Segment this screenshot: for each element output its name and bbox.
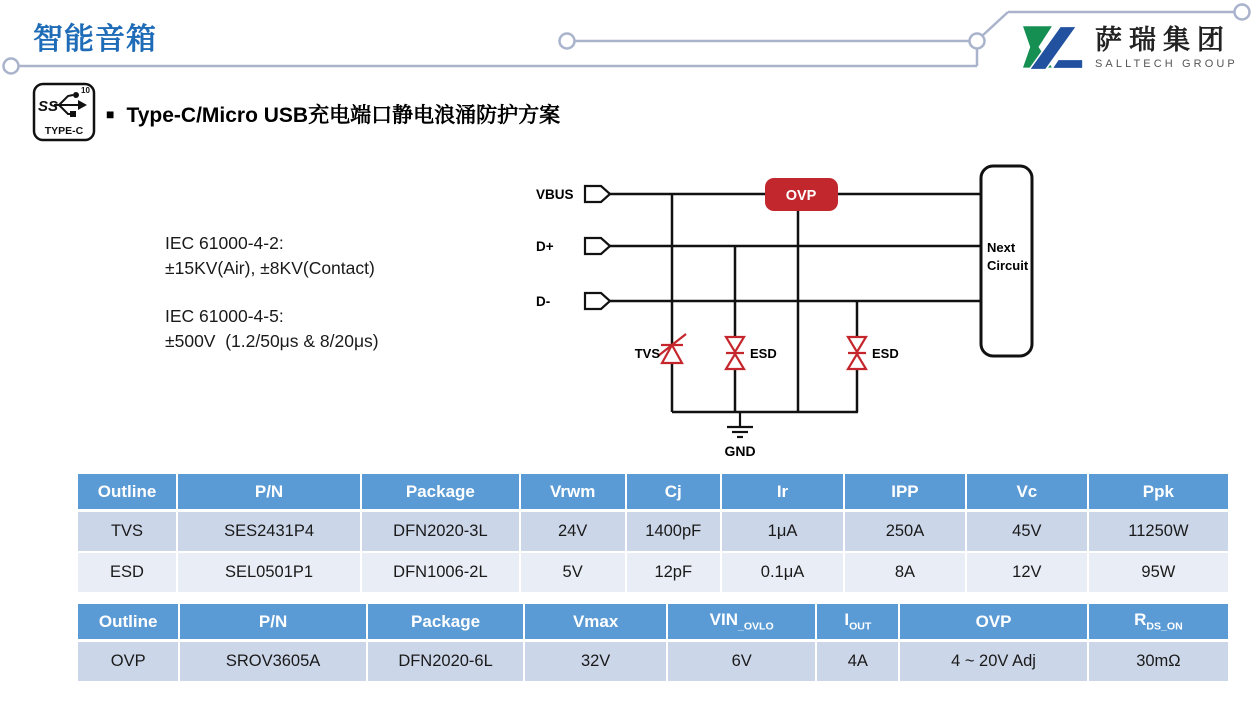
- port-connectors: [585, 186, 610, 309]
- column-header: Ppk: [1089, 474, 1228, 512]
- column-header: P/N: [180, 604, 367, 642]
- table-cell: 5V: [521, 553, 627, 594]
- column-header: Vrwm: [521, 474, 627, 512]
- column-header: Ir: [722, 474, 845, 512]
- iec-spec-line: IEC 61000-4-5:: [165, 306, 284, 326]
- column-header: Vmax: [525, 604, 668, 642]
- table-cell: 24V: [521, 512, 627, 553]
- next-circuit-label-line1: Next: [987, 240, 1016, 255]
- port-label-dplus: D+: [536, 239, 554, 254]
- square-bullet-icon: ■: [106, 106, 115, 122]
- column-header: $I_{OUT}$: [817, 604, 900, 642]
- table-cell: 12pF: [627, 553, 722, 594]
- table-cell: 32V: [525, 642, 668, 683]
- table-cell: 4 ~ 20V Adj: [900, 642, 1089, 683]
- section-title-text: Type-C/Micro USB充电端口静电浪涌防护方案: [126, 104, 561, 127]
- column-header: Package: [368, 604, 526, 642]
- column-header: $VIN_{\_OVLO}$: [668, 604, 818, 642]
- ground-symbol-icon: [727, 412, 753, 437]
- table-cell: OVP: [78, 642, 180, 683]
- ovp-block-label: OVP: [785, 188, 817, 204]
- table-cell: 12V: [967, 553, 1089, 594]
- port-label-dminus: D-: [536, 294, 551, 309]
- table-cell: TVS: [78, 512, 178, 553]
- table-cell: SROV3605A: [180, 642, 367, 683]
- table-cell: 11250W: [1089, 512, 1228, 553]
- esd-diode-symbol: [848, 337, 866, 369]
- circuit-wires: [610, 194, 981, 412]
- table-cell: 1μA: [722, 512, 845, 553]
- logo-mark-icon: [1023, 26, 1085, 70]
- usb-type-label: TYPE-C: [44, 125, 84, 137]
- ovp-spec-table: [78, 604, 1228, 683]
- table-cell: 1400pF: [627, 512, 722, 553]
- tvs-label: TVS: [634, 346, 660, 361]
- section-title: [106, 99, 560, 129]
- iec-spec-line: IEC 61000-4-2:: [165, 233, 284, 253]
- tvs-esd-spec-table: [78, 474, 1228, 594]
- table-header-row: [78, 474, 1228, 512]
- table-cell: 250A: [845, 512, 967, 553]
- page-title: 智能音箱: [33, 23, 157, 56]
- logo-name-cn: 萨瑞集团: [1095, 25, 1231, 55]
- usb-type-c-icon: [32, 82, 96, 142]
- column-header: Outline: [78, 604, 180, 642]
- column-header: P/N: [178, 474, 362, 512]
- usb-ss-label: SS: [38, 98, 59, 115]
- company-logo: [1023, 26, 1238, 70]
- esd-diode-symbol: [726, 337, 744, 369]
- table-cell: 95W: [1089, 553, 1228, 594]
- usb-speed-superscript: 10: [81, 86, 90, 95]
- column-header: Package: [362, 474, 521, 512]
- table-cell: 0.1μA: [722, 553, 845, 594]
- table-cell: 6V: [668, 642, 818, 683]
- port-label-vbus: VBUS: [536, 187, 574, 202]
- column-header: Cj: [627, 474, 722, 512]
- table-cell: DFN2020-6L: [368, 642, 526, 683]
- table-row: [78, 642, 1228, 683]
- table-cell: 30mΩ: [1089, 642, 1228, 683]
- table-row: [78, 512, 1228, 553]
- table-cell: DFN1006-2L: [362, 553, 521, 594]
- esd-label-left: ESD: [750, 346, 777, 361]
- table-cell: DFN2020-3L: [362, 512, 521, 553]
- logo-name-en: SALLTECH GROUP: [1095, 58, 1238, 71]
- table-cell: 45V: [967, 512, 1089, 553]
- column-header: IPP: [845, 474, 967, 512]
- iec-spec-line: ±500V (1.2/50μs & 8/20μs): [165, 331, 379, 351]
- table-header-row: [78, 604, 1228, 642]
- protection-circuit-diagram: [528, 160, 1040, 460]
- column-header: OVP: [900, 604, 1089, 642]
- table-cell: SES2431P4: [178, 512, 362, 553]
- column-header: Vc: [967, 474, 1089, 512]
- table-cell: 8A: [845, 553, 967, 594]
- esd-label-right: ESD: [872, 346, 899, 361]
- table-cell: 4A: [817, 642, 900, 683]
- table-cell: SEL0501P1: [178, 553, 362, 594]
- gnd-label: GND: [724, 443, 756, 459]
- next-circuit-label-line2: Circuit: [987, 258, 1029, 273]
- table-cell: ESD: [78, 553, 178, 594]
- column-header: $R_{DS\_ON}$: [1089, 604, 1228, 642]
- table-row: [78, 553, 1228, 594]
- iec-spec-block: [165, 231, 379, 354]
- iec-spec-line: ±15KV(Air), ±8KV(Contact): [165, 258, 375, 278]
- column-header: Outline: [78, 474, 178, 512]
